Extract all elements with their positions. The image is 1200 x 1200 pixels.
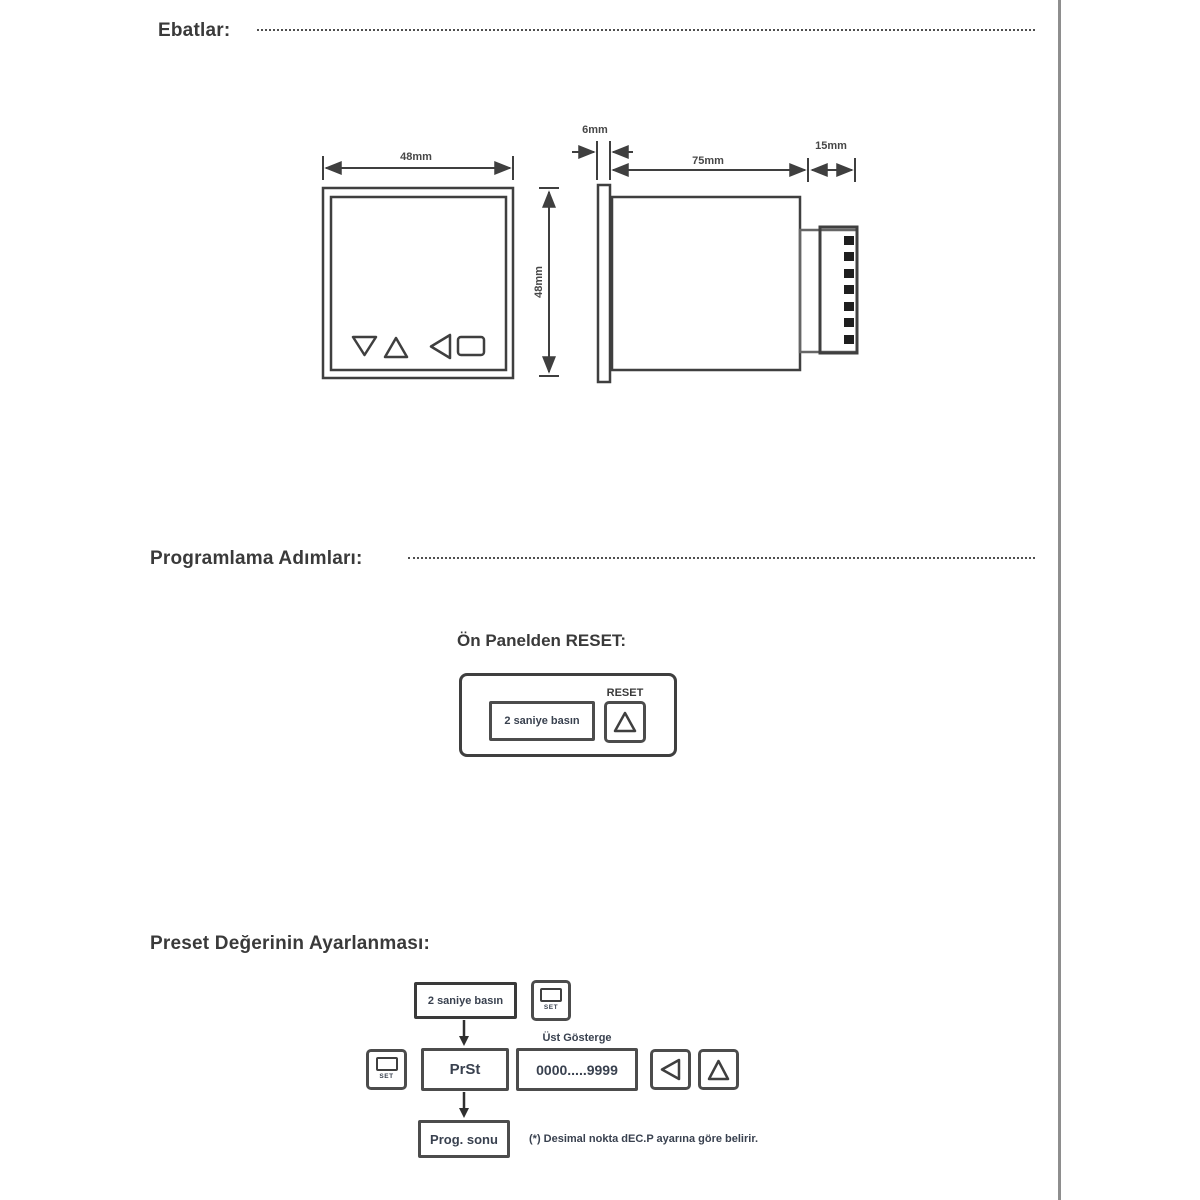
- bezel-depth-label: 6mm: [582, 124, 608, 136]
- left-button: [650, 1049, 691, 1090]
- dotted-rule: [257, 29, 1035, 31]
- side-view: [572, 141, 857, 382]
- up-button: [698, 1049, 739, 1090]
- page-edge-line: [1058, 0, 1061, 1200]
- connector-depth-label: 15mm: [815, 140, 847, 152]
- dotted-rule: [408, 557, 1035, 559]
- front-height-label: 48mm: [533, 266, 545, 298]
- up-triangle-icon: [702, 1053, 735, 1086]
- set-key-icon: [458, 337, 484, 355]
- left-triangle-icon: [654, 1053, 687, 1086]
- front-view: [323, 156, 559, 378]
- prst-step-box: PrSt: [421, 1048, 509, 1091]
- down-arrow-icon: [458, 1092, 470, 1118]
- set-key-icon: [540, 988, 562, 1002]
- side-bezel: [598, 185, 610, 382]
- body-depth-label: 75mm: [692, 155, 724, 167]
- preset-section-title: Preset Değerinin Ayarlanması:: [150, 933, 431, 954]
- side-body: [612, 197, 800, 370]
- programming-section-title: Programlama Adımları:: [150, 548, 363, 569]
- preset-press-box: 2 saniye basın: [414, 982, 517, 1019]
- reset-press-box: 2 saniye basın: [489, 701, 595, 741]
- down-triangle-icon: [353, 337, 376, 355]
- left-triangle-icon: [431, 335, 450, 358]
- down-arrow-icon: [458, 1020, 470, 1046]
- front-width-label: 48mm: [400, 151, 432, 163]
- set-key-icon: [376, 1057, 398, 1071]
- set-button: [366, 1049, 407, 1090]
- terminal-pins: [844, 236, 854, 344]
- reset-up-button: [604, 701, 646, 743]
- up-triangle-icon: [385, 338, 407, 357]
- reset-subtitle: Ön Panelden RESET:: [457, 631, 627, 650]
- reset-button-label: RESET: [606, 687, 644, 699]
- up-triangle-icon: [608, 705, 642, 739]
- display-range-box: 0000.....9999: [516, 1048, 638, 1091]
- upper-display-caption: Üst Gösterge: [542, 1032, 612, 1044]
- set-key-label: SET: [379, 1073, 394, 1080]
- set-key-label: SET: [543, 1004, 559, 1011]
- program-end-box: Prog. sonu: [418, 1120, 510, 1158]
- decimal-point-footnote: (*) Desimal nokta dEC.P ayarına göre belirir.: [529, 1133, 759, 1145]
- front-buttons: [353, 335, 484, 358]
- dimensions-section-title: Ebatlar:: [158, 20, 231, 41]
- set-button: [531, 980, 571, 1021]
